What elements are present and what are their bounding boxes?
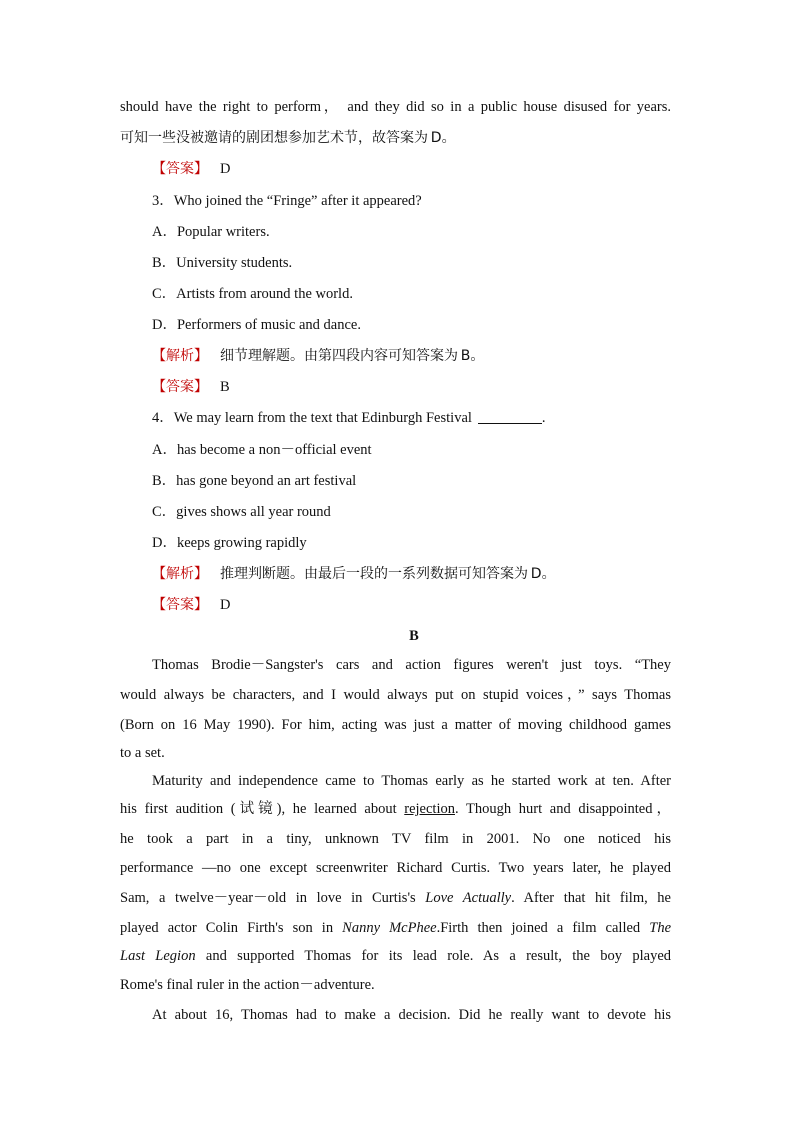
text-line: would always be characters, and I would always put on stupid voices，” says Thomas	[120, 687, 671, 703]
option-d: D．Performers of music and dance.	[152, 317, 361, 333]
answer-label: 【答案】	[152, 597, 208, 613]
answer-blank	[478, 409, 542, 424]
option-b: B．University students.	[152, 255, 293, 271]
text-line: (Born on 16 May 1990). For him, acting was just a matter of moving childhood games	[120, 717, 671, 733]
film-title: Love Actually	[425, 890, 512, 906]
answer-line-q3	[152, 377, 671, 397]
text-line	[120, 799, 671, 819]
answer-line-q4	[152, 595, 671, 615]
text-span: .Firth then joined a film called	[436, 920, 650, 936]
text-line	[120, 888, 671, 908]
text-line	[120, 918, 671, 938]
analysis-line-q3	[152, 346, 671, 366]
text-line: to a set.	[120, 745, 165, 761]
text-line	[120, 946, 671, 966]
text-line: Thomas Brodie－Sangster's cars and action figures weren't just toys. “They	[152, 657, 671, 673]
analysis-label: 【解析】	[152, 348, 208, 364]
option-b: B．has gone beyond an art festival	[152, 473, 357, 489]
text-span: played actor Colin Firth's son in	[120, 920, 343, 936]
answer-line-q2	[152, 159, 671, 179]
answer-label: 【答案】	[152, 161, 208, 177]
option-a: A．has become a non－official event	[152, 442, 372, 458]
text-line: performance —no one except screenwriter Richard Curtis. Two years later, he played	[120, 860, 671, 876]
text-line: Maturity and independence came to Thomas early as he started work at ten. After	[152, 773, 671, 789]
analysis-text: 推理判断题。由最后一段的一系列数据可知答案为 D。	[220, 566, 556, 582]
text-line: At about 16, Thomas had to make a decision. Did he really want to devote his	[152, 1007, 671, 1023]
option-a: A．Popular writers.	[152, 224, 270, 240]
question-end: .	[541, 410, 546, 426]
section-heading: B	[409, 628, 419, 644]
underlined-word: rejection	[404, 801, 455, 817]
film-title: Last Legion	[120, 948, 196, 964]
answer-value: D	[220, 597, 231, 613]
text-line-cn: 可知一些没被邀请的剧团想参加艺术节，故答案为 D。	[120, 130, 456, 146]
text-line: Rome's final ruler in the action－adventure.	[120, 977, 375, 993]
text-line: should have the right to perform， and they did so in a public house disused for years.	[120, 99, 671, 115]
text-line: he took a part in a tiny, unknown TV film in 2001. No one noticed his	[120, 831, 671, 847]
question-3: 3．Who joined the “Fringe” after it appeared?	[152, 193, 422, 209]
answer-value: B	[220, 379, 230, 395]
text-span: his first audition (试镜), he learned about	[120, 801, 405, 817]
text-span: Sam, a twelve－year－old in love in Curtis's	[120, 890, 426, 906]
answer-value: D	[220, 161, 231, 177]
option-c: C．Artists from around the world.	[152, 286, 353, 302]
option-d: D．keeps growing rapidly	[152, 535, 307, 551]
film-title: The	[649, 920, 671, 936]
text-span: and supported Thomas for its lead role. As a result, the boy played	[195, 948, 672, 964]
text-span: . Though hurt and disappointed，	[455, 801, 671, 817]
question-4	[152, 408, 671, 428]
text-span: . After that hit film, he	[511, 890, 671, 906]
analysis-line-q4	[152, 564, 671, 584]
analysis-text: 细节理解题。由第四段内容可知答案为 B。	[220, 348, 485, 364]
answer-label: 【答案】	[152, 379, 208, 395]
option-c: C．gives shows all year round	[152, 504, 331, 520]
question-text: 4．We may learn from the text that Edinburgh Festival	[152, 410, 472, 426]
film-title: Nanny McPhee	[342, 920, 437, 936]
analysis-label: 【解析】	[152, 566, 208, 582]
